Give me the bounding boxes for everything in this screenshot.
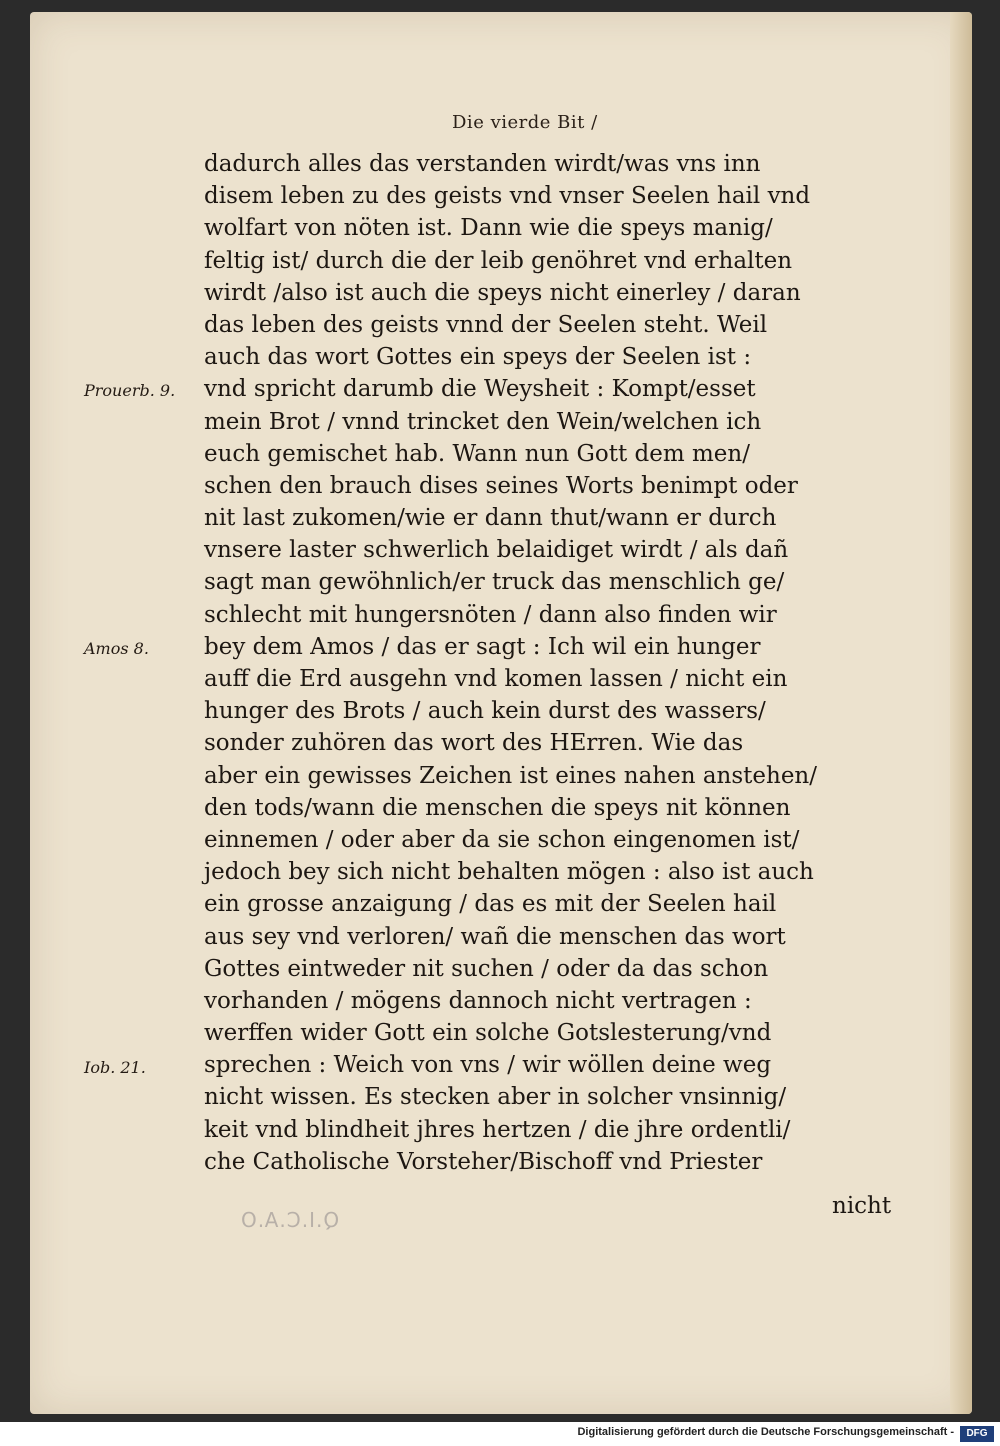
text-line: sonder zuhören das wort des HErren. Wie das (204, 730, 744, 757)
text-line: mein Brot / vnnd trincket den Wein/welchen ich (204, 408, 762, 435)
footer-bar (0, 1422, 1000, 1446)
text-line: auch das wort Gottes ein speys der Seelen ist : (204, 344, 752, 371)
text-line: bey dem Amos / das er sagt : Ich wil ein hunger (204, 633, 761, 660)
text-line: aus sey vnd verloren/ wañ die menschen das wort (204, 923, 786, 950)
text-line: euch gemischet hab. Wann nun Gott dem men/ (204, 440, 750, 467)
text-line: jedoch bey sich nicht behalten mögen : also ist auch (204, 859, 814, 886)
marginal-note: Prouerb. 9. (84, 381, 176, 401)
text-line: vorhanden / mögens dannoch nicht vertragen : (204, 987, 752, 1014)
text-line: einnemen / oder aber da sie schon eingenomen ist/ (204, 826, 800, 853)
text-line: dadurch alles das verstanden wirdt/was vns inn (204, 151, 761, 177)
page-edge (950, 12, 972, 1414)
text-line: werffen wider Gott ein solche Gotslesterung/vnd (204, 1020, 772, 1047)
catchword: nicht (832, 1193, 892, 1219)
marginal-note: Iob. 21. (84, 1057, 146, 1077)
text-line: feltig ist/ durch die der leib genöhret vnd erhalten (204, 247, 793, 274)
text-line: den tods/wann die menschen die speys nit können (204, 794, 791, 821)
running-head: Die vierde Bit / (452, 112, 598, 133)
text-line: wolfart von nöten ist. Dann wie die speys manig/ (204, 215, 773, 242)
text-line: hunger des Brots / auch kein durst des wassers/ (204, 698, 766, 725)
text-line: sagt man gewöhnlich/er truck das menschlich ge/ (204, 569, 785, 596)
text-line: vnd spricht darumb die Weysheit : Kompt/esset (204, 376, 756, 403)
library-stamp: Q.I.C.A.O (240, 1208, 340, 1232)
funding-credit: Digitalisierung gefördert durch die Deutsche Forschungsgemeinschaft - (577, 1426, 954, 1438)
text-line: nicht wissen. Es stecken aber in solcher vnsinnig/ (204, 1084, 787, 1111)
text-line: ein grosse anzaigung / das es mit der Seelen hail (204, 891, 777, 918)
marginal-note: Amos 8. (84, 639, 149, 658)
text-line: schlecht mit hungersnöten / dann also finden wir (204, 601, 777, 628)
dfg-logo: DFG (960, 1426, 994, 1442)
text-line: nit last zukomen/wie er dann thut/wann er durch (204, 505, 777, 532)
text-line: vnsere laster schwerlich belaidiget wirdt / als dañ (204, 537, 789, 564)
text-line: disem leben zu des geists vnd vnser Seelen hail vnd (204, 183, 811, 210)
text-line: das leben des geists vnnd der Seelen steht. Weil (204, 311, 768, 338)
text-line: sprechen : Weich von vns / wir wöllen deine weg (204, 1052, 772, 1079)
text-line: wirdt /also ist auch die speys nicht einerley / daran (204, 279, 801, 306)
text-line: keit vnd blindheit jhres hertzen / die jhre ordentli/ (204, 1116, 791, 1143)
text-line: schen den brauch dises seines Worts benimpt oder (204, 472, 798, 499)
text-line: che Catholische Vorsteher/Bischoff vnd Priester (204, 1148, 763, 1175)
text-line: Gottes eintweder nit suchen / oder da das schon (204, 955, 769, 982)
text-line: aber ein gewisses Zeichen ist eines nahen anstehen/ (204, 762, 817, 789)
body-text (204, 148, 904, 1178)
text-line: auff die Erd ausgehn vnd komen lassen / nicht ein (204, 666, 788, 692)
